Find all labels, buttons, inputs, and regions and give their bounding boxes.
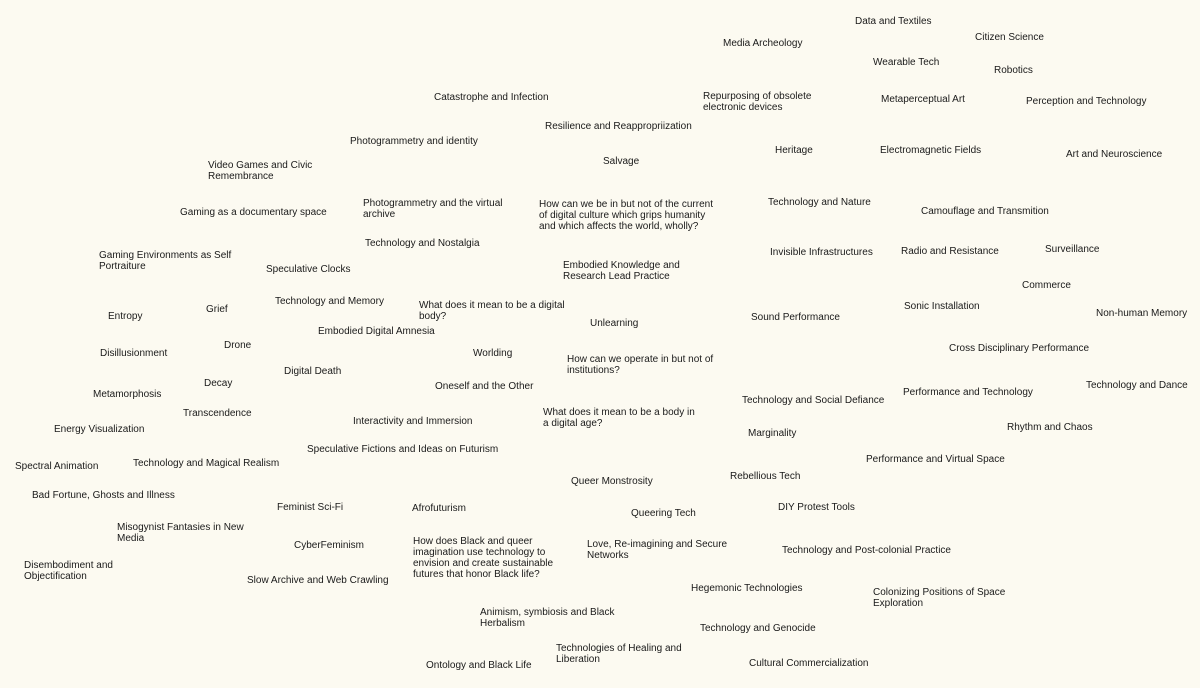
term-bad-fortune-ghosts-illness[interactable]: Bad Fortune, Ghosts and Illness	[32, 490, 175, 501]
term-technology-social-defiance[interactable]: Technology and Social Defiance	[742, 395, 885, 406]
term-operate-in-institutions[interactable]: How can we operate in but not of institutions?	[567, 354, 714, 376]
term-cultural-commercialization[interactable]: Cultural Commercialization	[749, 658, 869, 669]
term-technology-and-genocide[interactable]: Technology and Genocide	[700, 623, 816, 634]
term-rebellious-tech[interactable]: Rebellious Tech	[730, 471, 801, 482]
term-surveillance[interactable]: Surveillance	[1045, 244, 1100, 255]
term-technology-and-nostalgia[interactable]: Technology and Nostalgia	[365, 238, 480, 249]
term-unlearning[interactable]: Unlearning	[590, 318, 639, 329]
term-hegemonic-technologies[interactable]: Hegemonic Technologies	[691, 583, 803, 594]
term-data-and-textiles[interactable]: Data and Textiles	[855, 16, 932, 27]
term-interactivity-and-immersion[interactable]: Interactivity and Immersion	[353, 416, 473, 427]
term-colonizing-space-exploration[interactable]: Colonizing Positions of Space Exploration	[873, 587, 1006, 609]
term-non-human-memory[interactable]: Non-human Memory	[1096, 308, 1188, 319]
term-catastrophe-and-infection[interactable]: Catastrophe and Infection	[434, 92, 549, 103]
term-love-reimagining-secure-networks[interactable]: Love, Re-imagining and Secure Networks	[587, 539, 728, 561]
term-robotics[interactable]: Robotics	[994, 65, 1033, 76]
term-wearable-tech[interactable]: Wearable Tech	[873, 57, 940, 68]
term-camouflage-and-transmition[interactable]: Camouflage and Transmition	[921, 206, 1049, 217]
term-entropy[interactable]: Entropy	[108, 311, 143, 322]
term-metaperceptual-art[interactable]: Metaperceptual Art	[881, 94, 965, 105]
term-diy-protest-tools[interactable]: DIY Protest Tools	[778, 502, 855, 513]
term-sound-performance[interactable]: Sound Performance	[751, 312, 840, 323]
term-slow-archive-web-crawling[interactable]: Slow Archive and Web Crawling	[247, 575, 389, 586]
term-technology-and-dance[interactable]: Technology and Dance	[1086, 380, 1188, 391]
term-embodied-knowledge[interactable]: Embodied Knowledge and Research Lead Practice	[563, 260, 680, 282]
term-salvage[interactable]: Salvage	[603, 156, 640, 167]
term-ontology-and-black-life[interactable]: Ontology and Black Life	[426, 660, 532, 671]
term-technologies-healing-liberation[interactable]: Technologies of Healing and Liberation	[556, 643, 682, 665]
term-photogrammetry-and-identity[interactable]: Photogrammetry and identity	[350, 136, 478, 147]
term-digital-body[interactable]: What does it mean to be a digital body?	[419, 300, 565, 322]
term-animism-black-herbalism[interactable]: Animism, symbiosis and Black Herbalism	[480, 607, 615, 629]
term-decay[interactable]: Decay	[204, 378, 233, 389]
term-performance-and-technology[interactable]: Performance and Technology	[903, 387, 1033, 398]
term-be-in-but-not-of-digital-culture[interactable]: How can we be in but not of the current of digital culture which grips humanity and which affects the world, wholly?	[539, 199, 713, 232]
term-marginality[interactable]: Marginality	[748, 428, 797, 439]
term-black-queer-imagination[interactable]: How does Black and queer imagination use technology to envision and create sustainable futures that honor Black life?	[413, 536, 554, 580]
term-feminist-sci-fi[interactable]: Feminist Sci-Fi	[277, 502, 344, 513]
term-photogrammetry-virtual-archive[interactable]: Photogrammetry and the virtual archive	[363, 198, 503, 220]
term-queering-tech[interactable]: Queering Tech	[631, 508, 696, 519]
term-misogynist-fantasies[interactable]: Misogynist Fantasies in New Media	[117, 522, 244, 544]
term-perception-and-technology[interactable]: Perception and Technology	[1026, 96, 1147, 107]
term-resilience-and-reappropriization[interactable]: Resilience and Reappropriization	[545, 121, 692, 132]
term-disembodiment-objectification[interactable]: Disembodiment and Objectification	[24, 560, 113, 582]
term-invisible-infrastructures[interactable]: Invisible Infrastructures	[770, 247, 873, 258]
term-art-and-neuroscience[interactable]: Art and Neuroscience	[1066, 149, 1163, 160]
term-metamorphosis[interactable]: Metamorphosis	[93, 389, 162, 400]
term-embodied-digital-amnesia[interactable]: Embodied Digital Amnesia	[318, 326, 435, 337]
term-afrofuturism[interactable]: Afrofuturism	[412, 503, 466, 514]
term-speculative-clocks[interactable]: Speculative Clocks	[266, 264, 351, 275]
term-worlding[interactable]: Worlding	[473, 348, 513, 359]
term-rhythm-and-chaos[interactable]: Rhythm and Chaos	[1007, 422, 1093, 433]
term-gaming-environments-self-portraiture[interactable]: Gaming Environments as Self Portraiture	[99, 250, 232, 272]
term-technology-and-memory[interactable]: Technology and Memory	[275, 296, 384, 307]
term-spectral-animation[interactable]: Spectral Animation	[15, 461, 99, 472]
term-radio-and-resistance[interactable]: Radio and Resistance	[901, 246, 999, 257]
term-heritage[interactable]: Heritage	[775, 145, 813, 156]
term-digital-death[interactable]: Digital Death	[284, 366, 342, 377]
term-cross-disciplinary-performance[interactable]: Cross Disciplinary Performance	[949, 343, 1090, 354]
term-commerce[interactable]: Commerce	[1022, 280, 1071, 291]
term-technology-and-nature[interactable]: Technology and Nature	[768, 197, 871, 208]
term-video-games-civic-remembrance[interactable]: Video Games and Civic Remembrance	[208, 160, 313, 182]
term-electromagnetic-fields[interactable]: Electromagnetic Fields	[880, 145, 982, 156]
term-queer-monstrosity[interactable]: Queer Monstrosity	[571, 476, 653, 487]
term-technology-magical-realism[interactable]: Technology and Magical Realism	[133, 458, 280, 469]
term-energy-visualization[interactable]: Energy Visualization	[54, 424, 145, 435]
term-media-archeology[interactable]: Media Archeology	[723, 38, 803, 49]
term-drone[interactable]: Drone	[224, 340, 252, 351]
term-performance-and-virtual-space[interactable]: Performance and Virtual Space	[866, 454, 1005, 465]
term-grief[interactable]: Grief	[206, 304, 228, 315]
term-oneself-and-the-other[interactable]: Oneself and the Other	[435, 381, 534, 392]
term-speculative-fictions-futurism[interactable]: Speculative Fictions and Ideas on Futurism	[307, 444, 499, 455]
term-sonic-installation[interactable]: Sonic Installation	[904, 301, 980, 312]
term-gaming-documentary-space[interactable]: Gaming as a documentary space	[180, 207, 327, 218]
term-transcendence[interactable]: Transcendence	[183, 408, 252, 419]
term-disillusionment[interactable]: Disillusionment	[100, 348, 168, 359]
term-body-in-digital-age[interactable]: What does it mean to be a body in a digital age?	[543, 407, 695, 429]
term-citizen-science[interactable]: Citizen Science	[975, 32, 1044, 43]
term-cyberfeminism[interactable]: CyberFeminism	[294, 540, 365, 551]
term-repurposing-obsolete-devices[interactable]: Repurposing of obsolete electronic devices	[703, 91, 812, 113]
term-technology-post-colonial[interactable]: Technology and Post-colonial Practice	[782, 545, 951, 556]
